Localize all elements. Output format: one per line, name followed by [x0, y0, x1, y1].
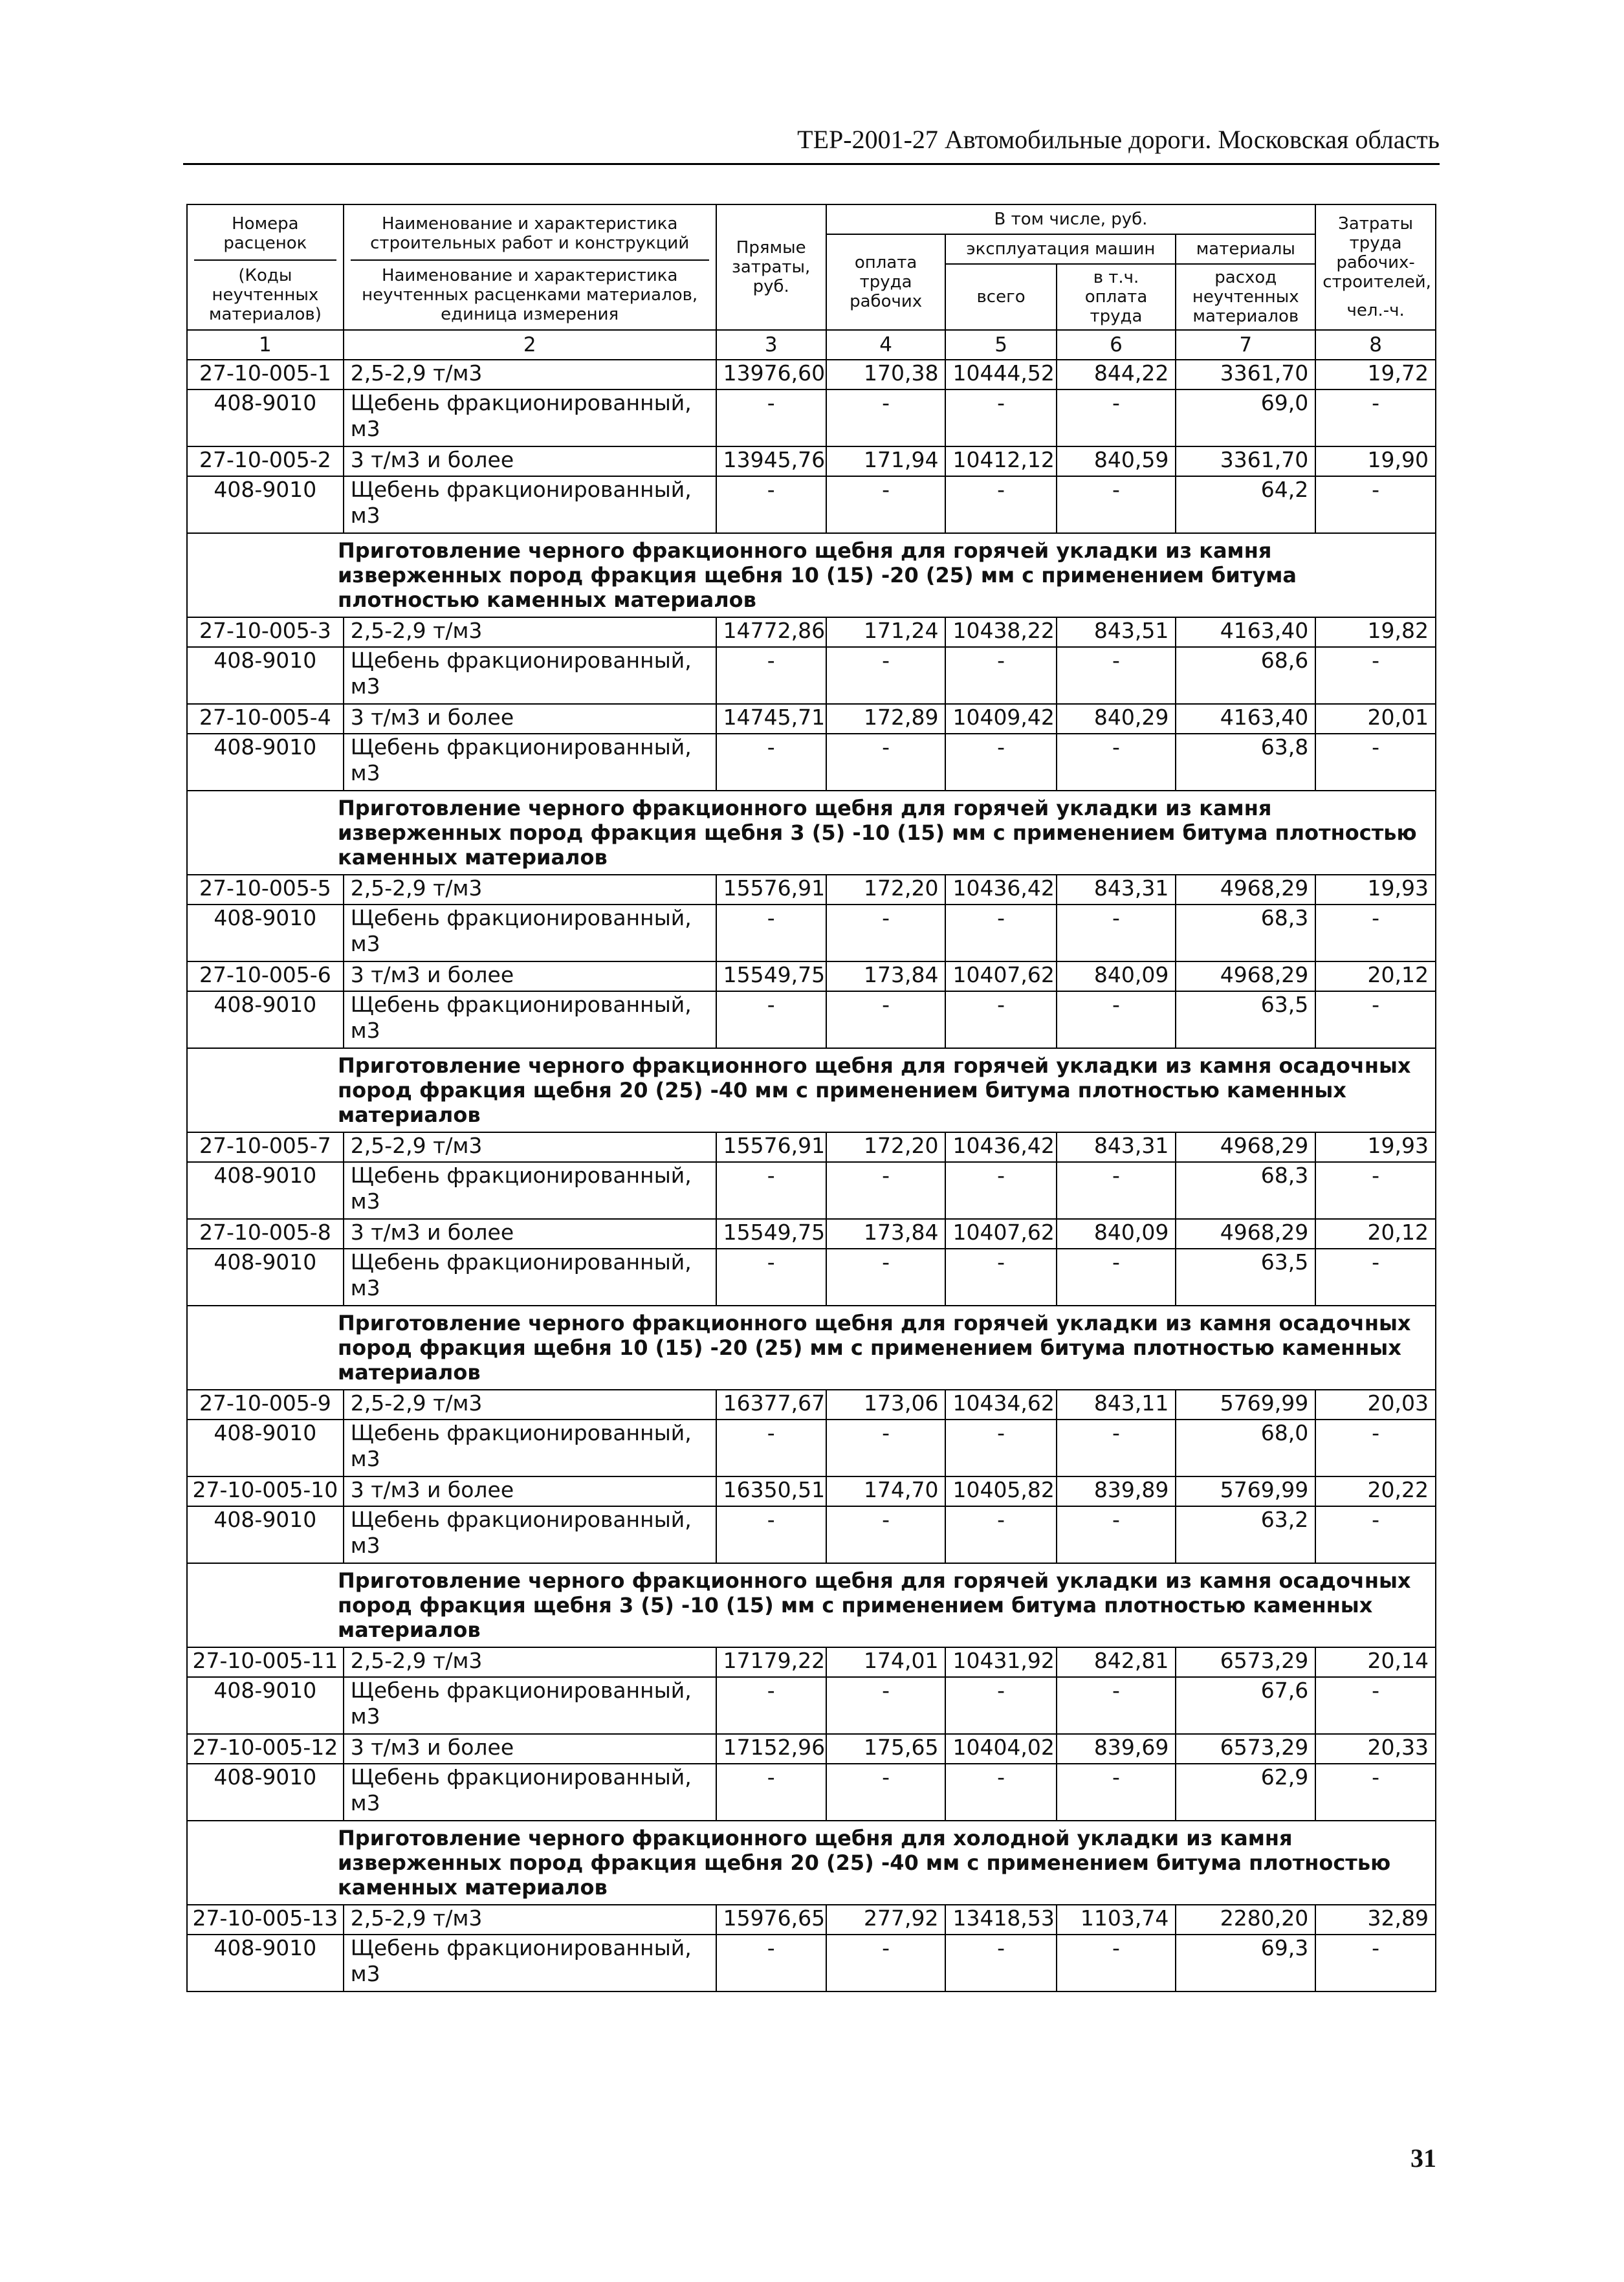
section-title: Приготовление черного фракционного щебня для горячей укладки из камня изверженных пород фракция щебня 3 (5) -10 (15) мм с применением битума плотностью каменных материалов	[187, 791, 1436, 875]
labor-hours: 20,12	[1315, 961, 1436, 991]
labor-cost: 173,84	[826, 1219, 946, 1249]
col-number: 6	[1057, 330, 1176, 360]
col-number: 8	[1315, 330, 1436, 360]
material-row	[187, 647, 1436, 704]
table-row	[187, 360, 1436, 389]
material-machines: -	[945, 1249, 1056, 1306]
machines-cost: 10407,62	[945, 961, 1056, 991]
material-machines: -	[945, 1420, 1056, 1476]
col4-header: оплата труда рабочих	[826, 234, 946, 330]
material-code: 408-9010	[187, 734, 344, 791]
rate-name: 3 т/м3 и более	[344, 961, 716, 991]
col2-header	[344, 204, 716, 330]
table-row	[187, 961, 1436, 991]
material-code: 408-9010	[187, 1249, 344, 1306]
materials-header: материалы	[1176, 234, 1315, 264]
material-labor: -	[826, 905, 946, 961]
direct-cost: 15576,91	[716, 1132, 826, 1162]
rate-code: 27-10-005-7	[187, 1132, 344, 1162]
materials-cost: 5769,99	[1176, 1476, 1315, 1506]
material-machines-labor: -	[1057, 1249, 1176, 1306]
material-machines: -	[945, 476, 1056, 533]
price-table	[186, 204, 1436, 1992]
material-labor: -	[826, 476, 946, 533]
material-name: Щебень фракционированный, м3	[344, 734, 716, 791]
material-machines-labor: -	[1057, 734, 1176, 791]
material-machines: -	[945, 1935, 1056, 1991]
material-quantity: 68,6	[1176, 647, 1315, 704]
material-code: 408-9010	[187, 1677, 344, 1734]
machines-cost: 10436,42	[945, 1132, 1056, 1162]
material-quantity: 68,3	[1176, 1162, 1315, 1219]
labor-hours: 19,82	[1315, 617, 1436, 647]
section-row	[187, 1821, 1436, 1905]
material-row	[187, 476, 1436, 533]
materials-cost: 5769,99	[1176, 1390, 1315, 1420]
rate-code: 27-10-005-9	[187, 1390, 344, 1420]
material-row	[187, 905, 1436, 961]
machines-labor-cost: 840,59	[1057, 446, 1176, 476]
material-quantity: 69,3	[1176, 1935, 1315, 1991]
table-body	[187, 360, 1436, 1991]
material-row	[187, 1420, 1436, 1476]
labor-cost: 171,24	[826, 617, 946, 647]
material-row	[187, 1162, 1436, 1219]
material-code: 408-9010	[187, 389, 344, 446]
rate-code: 27-10-005-10	[187, 1476, 344, 1506]
material-direct: -	[716, 1162, 826, 1219]
material-direct: -	[716, 1935, 826, 1991]
direct-cost: 15576,91	[716, 875, 826, 905]
machines-cost: 10444,52	[945, 360, 1056, 389]
material-machines: -	[945, 389, 1056, 446]
material-name: Щебень фракционированный, м3	[344, 1764, 716, 1821]
machines-cost: 10409,42	[945, 704, 1056, 734]
section-title: Приготовление черного фракционного щебня для горячей укладки из камня осадочных пород фракция щебня 3 (5) -10 (15) мм с применением битума плотностью каменных материалов	[187, 1563, 1436, 1647]
material-machines: -	[945, 905, 1056, 961]
section-title: Приготовление черного фракционного щебня для горячей укладки из камня осадочных пород фракция щебня 20 (25) -40 мм с применением битума плотностью каменных материалов	[187, 1048, 1436, 1132]
material-machines-labor: -	[1057, 647, 1176, 704]
machines-labor-cost: 843,31	[1057, 1132, 1176, 1162]
material-row	[187, 1935, 1436, 1991]
rate-name: 3 т/м3 и более	[344, 1219, 716, 1249]
material-hours: -	[1315, 1249, 1436, 1306]
material-row	[187, 1249, 1436, 1306]
direct-cost: 16350,51	[716, 1476, 826, 1506]
material-code: 408-9010	[187, 905, 344, 961]
material-labor: -	[826, 1506, 946, 1563]
direct-cost: 17179,22	[716, 1647, 826, 1677]
material-name: Щебень фракционированный, м3	[344, 1249, 716, 1306]
direct-cost: 14745,71	[716, 704, 826, 734]
machines-labor-cost: 1103,74	[1057, 1905, 1176, 1935]
materials-cost: 6573,29	[1176, 1647, 1315, 1677]
materials-cost: 4968,29	[1176, 1132, 1315, 1162]
labor-hours: 19,90	[1315, 446, 1436, 476]
material-direct: -	[716, 647, 826, 704]
direct-cost: 17152,96	[716, 1734, 826, 1764]
labor-cost: 173,06	[826, 1390, 946, 1420]
material-machines-labor: -	[1057, 1764, 1176, 1821]
material-machines: -	[945, 1506, 1056, 1563]
material-code: 408-9010	[187, 1162, 344, 1219]
materials-cost: 4163,40	[1176, 704, 1315, 734]
material-labor: -	[826, 647, 946, 704]
header-rule	[183, 163, 1440, 165]
material-direct: -	[716, 1764, 826, 1821]
material-row	[187, 1677, 1436, 1734]
material-machines: -	[945, 1677, 1056, 1734]
material-machines: -	[945, 991, 1056, 1048]
labor-hours: 32,89	[1315, 1905, 1436, 1935]
material-labor: -	[826, 389, 946, 446]
materials-cost: 3361,70	[1176, 360, 1315, 389]
machines-labor-cost: 840,09	[1057, 1219, 1176, 1249]
col2-header-bottom: Наименование и характеристика неучтенных расценками материалов, единица измерения	[351, 259, 709, 324]
labor-hours: 20,01	[1315, 704, 1436, 734]
rate-code: 27-10-005-1	[187, 360, 344, 389]
labor-hours: 20,33	[1315, 1734, 1436, 1764]
machines-cost: 10412,12	[945, 446, 1056, 476]
direct-cost: 15549,75	[716, 961, 826, 991]
machines-labor-cost: 844,22	[1057, 360, 1176, 389]
labor-hours: 20,03	[1315, 1390, 1436, 1420]
rate-name: 2,5-2,9 т/м3	[344, 1905, 716, 1935]
labor-cost: 170,38	[826, 360, 946, 389]
material-code: 408-9010	[187, 991, 344, 1048]
material-quantity: 63,5	[1176, 1249, 1315, 1306]
material-quantity: 63,5	[1176, 991, 1315, 1048]
section-row	[187, 533, 1436, 617]
material-quantity: 68,0	[1176, 1420, 1315, 1476]
machines-labor-cost: 842,81	[1057, 1647, 1176, 1677]
material-quantity: 68,3	[1176, 905, 1315, 961]
material-labor: -	[826, 734, 946, 791]
table-row	[187, 1647, 1436, 1677]
direct-cost: 13945,76	[716, 446, 826, 476]
machines-header: эксплуатация машин	[945, 234, 1176, 264]
material-quantity: 63,8	[1176, 734, 1315, 791]
material-hours: -	[1315, 1506, 1436, 1563]
section-row	[187, 1048, 1436, 1132]
rate-code: 27-10-005-8	[187, 1219, 344, 1249]
material-direct: -	[716, 389, 826, 446]
rate-name: 2,5-2,9 т/м3	[344, 617, 716, 647]
material-labor: -	[826, 1935, 946, 1991]
materials-cost: 4968,29	[1176, 1219, 1315, 1249]
materials-cost: 4163,40	[1176, 617, 1315, 647]
rate-code: 27-10-005-12	[187, 1734, 344, 1764]
material-labor: -	[826, 1162, 946, 1219]
col1-header-bottom: (Коды неучтенных материалов)	[194, 259, 336, 324]
table-row	[187, 1734, 1436, 1764]
machines-cost: 13418,53	[945, 1905, 1056, 1935]
machines-labor-cost: 839,89	[1057, 1476, 1176, 1506]
material-labor: -	[826, 1249, 946, 1306]
material-name: Щебень фракционированный, м3	[344, 1420, 716, 1476]
rate-name: 2,5-2,9 т/м3	[344, 875, 716, 905]
material-hours: -	[1315, 1677, 1436, 1734]
materials-cost: 4968,29	[1176, 875, 1315, 905]
material-direct: -	[716, 476, 826, 533]
table-row	[187, 1476, 1436, 1506]
section-title: Приготовление черного фракционного щебня для горячей укладки из камня осадочных пород фракция щебня 10 (15) -20 (25) мм с применением битума плотностью каменных материалов	[187, 1306, 1436, 1390]
material-hours: -	[1315, 389, 1436, 446]
material-labor: -	[826, 1764, 946, 1821]
rate-name: 3 т/м3 и более	[344, 704, 716, 734]
labor-cost: 175,65	[826, 1734, 946, 1764]
col-number: 3	[716, 330, 826, 360]
material-machines-labor: -	[1057, 1506, 1176, 1563]
material-machines-labor: -	[1057, 1935, 1176, 1991]
material-code: 408-9010	[187, 1506, 344, 1563]
material-code: 408-9010	[187, 1935, 344, 1991]
machines-cost: 10436,42	[945, 875, 1056, 905]
machines-labor-cost: 840,09	[1057, 961, 1176, 991]
machines-labor-cost: 840,29	[1057, 704, 1176, 734]
table-row	[187, 1132, 1436, 1162]
machines-cost: 10407,62	[945, 1219, 1056, 1249]
material-hours: -	[1315, 734, 1436, 791]
machines-cost: 10405,82	[945, 1476, 1056, 1506]
direct-cost: 14772,86	[716, 617, 826, 647]
labor-hours: 20,22	[1315, 1476, 1436, 1506]
material-hours: -	[1315, 1764, 1436, 1821]
material-hours: -	[1315, 1935, 1436, 1991]
labor-cost: 174,70	[826, 1476, 946, 1506]
material-machines-labor: -	[1057, 991, 1176, 1048]
material-hours: -	[1315, 1162, 1436, 1219]
material-direct: -	[716, 905, 826, 961]
material-quantity: 64,2	[1176, 476, 1315, 533]
col-number: 5	[945, 330, 1056, 360]
col-number: 1	[187, 330, 344, 360]
rate-code: 27-10-005-5	[187, 875, 344, 905]
rate-name: 2,5-2,9 т/м3	[344, 1132, 716, 1162]
rate-code: 27-10-005-6	[187, 961, 344, 991]
material-machines-labor: -	[1057, 905, 1176, 961]
material-direct: -	[716, 734, 826, 791]
material-hours: -	[1315, 647, 1436, 704]
machines-cost: 10431,92	[945, 1647, 1056, 1677]
material-row	[187, 1764, 1436, 1821]
labor-cost: 171,94	[826, 446, 946, 476]
rate-code: 27-10-005-3	[187, 617, 344, 647]
col-number: 2	[344, 330, 716, 360]
material-hours: -	[1315, 476, 1436, 533]
material-name: Щебень фракционированный, м3	[344, 905, 716, 961]
rate-code: 27-10-005-11	[187, 1647, 344, 1677]
material-row	[187, 389, 1436, 446]
material-quantity: 67,6	[1176, 1677, 1315, 1734]
material-name: Щебень фракционированный, м3	[344, 1506, 716, 1563]
labor-hours: 20,14	[1315, 1647, 1436, 1677]
table-row	[187, 446, 1436, 476]
rate-name: 3 т/м3 и более	[344, 446, 716, 476]
col8-header-bottom: чел.-ч.	[1346, 301, 1405, 320]
machines-labor-cost: 843,51	[1057, 617, 1176, 647]
machines-labor-cost: 839,69	[1057, 1734, 1176, 1764]
material-machines: -	[945, 1764, 1056, 1821]
material-name: Щебень фракционированный, м3	[344, 1935, 716, 1991]
table-row	[187, 875, 1436, 905]
col7-header: расход неучтенных материалов	[1176, 264, 1315, 330]
table-row	[187, 1219, 1436, 1249]
material-row	[187, 734, 1436, 791]
col-number: 7	[1176, 330, 1315, 360]
direct-cost: 15549,75	[716, 1219, 826, 1249]
material-labor: -	[826, 1420, 946, 1476]
material-direct: -	[716, 1506, 826, 1563]
labor-cost: 173,84	[826, 961, 946, 991]
material-machines-labor: -	[1057, 1162, 1176, 1219]
table-row	[187, 617, 1436, 647]
material-machines-labor: -	[1057, 476, 1176, 533]
rate-name: 3 т/м3 и более	[344, 1476, 716, 1506]
machines-labor-cost: 843,11	[1057, 1390, 1176, 1420]
table-row	[187, 1905, 1436, 1935]
labor-cost: 172,20	[826, 1132, 946, 1162]
rate-code: 27-10-005-2	[187, 446, 344, 476]
col-number: 4	[826, 330, 946, 360]
machines-cost: 10438,22	[945, 617, 1056, 647]
section-title: Приготовление черного фракционного щебня для горячей укладки из камня изверженных пород фракция щебня 10 (15) -20 (25) мм с применением битума плотностью каменных материалов	[187, 533, 1436, 617]
material-code: 408-9010	[187, 476, 344, 533]
material-quantity: 62,9	[1176, 1764, 1315, 1821]
labor-hours: 19,93	[1315, 875, 1436, 905]
material-hours: -	[1315, 905, 1436, 961]
page-header-title: ТЕР-2001-27 Автомобильные дороги. Московская область	[797, 125, 1440, 154]
incl-header: В том числе, руб.	[826, 204, 1315, 234]
material-name: Щебень фракционированный, м3	[344, 991, 716, 1048]
col1-header-top: Номера расценок	[223, 214, 307, 253]
section-row	[187, 1306, 1436, 1390]
material-code: 408-9010	[187, 647, 344, 704]
col6-header: в т.ч. оплата труда	[1057, 264, 1176, 330]
direct-cost: 15976,65	[716, 1905, 826, 1935]
materials-cost: 6573,29	[1176, 1734, 1315, 1764]
material-direct: -	[716, 1677, 826, 1734]
labor-cost: 277,92	[826, 1905, 946, 1935]
col1-header	[187, 204, 344, 330]
material-hours: -	[1315, 991, 1436, 1048]
machines-labor-cost: 843,31	[1057, 875, 1176, 905]
rate-code: 27-10-005-4	[187, 704, 344, 734]
materials-cost: 3361,70	[1176, 446, 1315, 476]
material-direct: -	[716, 991, 826, 1048]
material-machines: -	[945, 647, 1056, 704]
material-machines-labor: -	[1057, 1420, 1176, 1476]
machines-cost: 10434,62	[945, 1390, 1056, 1420]
material-hours: -	[1315, 1420, 1436, 1476]
col8-header-top: Затраты труда рабочих-строителей,	[1322, 214, 1431, 292]
material-labor: -	[826, 991, 946, 1048]
materials-cost: 2280,20	[1176, 1905, 1315, 1935]
table-head	[187, 204, 1436, 360]
section-row	[187, 1563, 1436, 1647]
direct-cost: 13976,60	[716, 360, 826, 389]
material-machines: -	[945, 1162, 1056, 1219]
material-code: 408-9010	[187, 1764, 344, 1821]
rate-code: 27-10-005-13	[187, 1905, 344, 1935]
labor-hours: 20,12	[1315, 1219, 1436, 1249]
machines-cost: 10404,02	[945, 1734, 1056, 1764]
rate-name: 3 т/м3 и более	[344, 1734, 716, 1764]
labor-hours: 19,72	[1315, 360, 1436, 389]
material-name: Щебень фракционированный, м3	[344, 647, 716, 704]
col2-header-top: Наименование и характеристика строительных работ и конструкций	[370, 214, 690, 253]
material-name: Щебень фракционированный, м3	[344, 389, 716, 446]
labor-hours: 19,93	[1315, 1132, 1436, 1162]
labor-cost: 172,89	[826, 704, 946, 734]
rate-name: 2,5-2,9 т/м3	[344, 1647, 716, 1677]
col3-header: Прямые затраты, руб.	[716, 204, 826, 330]
material-row	[187, 991, 1436, 1048]
section-row	[187, 791, 1436, 875]
section-title: Приготовление черного фракционного щебня для холодной укладки из камня изверженных пород фракция щебня 20 (25) -40 мм с применением битума плотностью каменных материалов	[187, 1821, 1436, 1905]
rate-name: 2,5-2,9 т/м3	[344, 1390, 716, 1420]
labor-cost: 172,20	[826, 875, 946, 905]
material-machines-labor: -	[1057, 1677, 1176, 1734]
material-direct: -	[716, 1249, 826, 1306]
material-quantity: 63,2	[1176, 1506, 1315, 1563]
material-name: Щебень фракционированный, м3	[344, 1162, 716, 1219]
material-row	[187, 1506, 1436, 1563]
direct-cost: 16377,67	[716, 1390, 826, 1420]
rate-name: 2,5-2,9 т/м3	[344, 360, 716, 389]
material-name: Щебень фракционированный, м3	[344, 1677, 716, 1734]
material-labor: -	[826, 1677, 946, 1734]
material-name: Щебень фракционированный, м3	[344, 476, 716, 533]
col8-header	[1315, 204, 1436, 330]
table-row	[187, 704, 1436, 734]
material-direct: -	[716, 1420, 826, 1476]
materials-cost: 4968,29	[1176, 961, 1315, 991]
table-row	[187, 1390, 1436, 1420]
material-machines-labor: -	[1057, 389, 1176, 446]
col5-header: всего	[945, 264, 1056, 330]
material-quantity: 69,0	[1176, 389, 1315, 446]
page-number: 31	[1410, 2144, 1436, 2173]
material-code: 408-9010	[187, 1420, 344, 1476]
material-machines: -	[945, 734, 1056, 791]
labor-cost: 174,01	[826, 1647, 946, 1677]
